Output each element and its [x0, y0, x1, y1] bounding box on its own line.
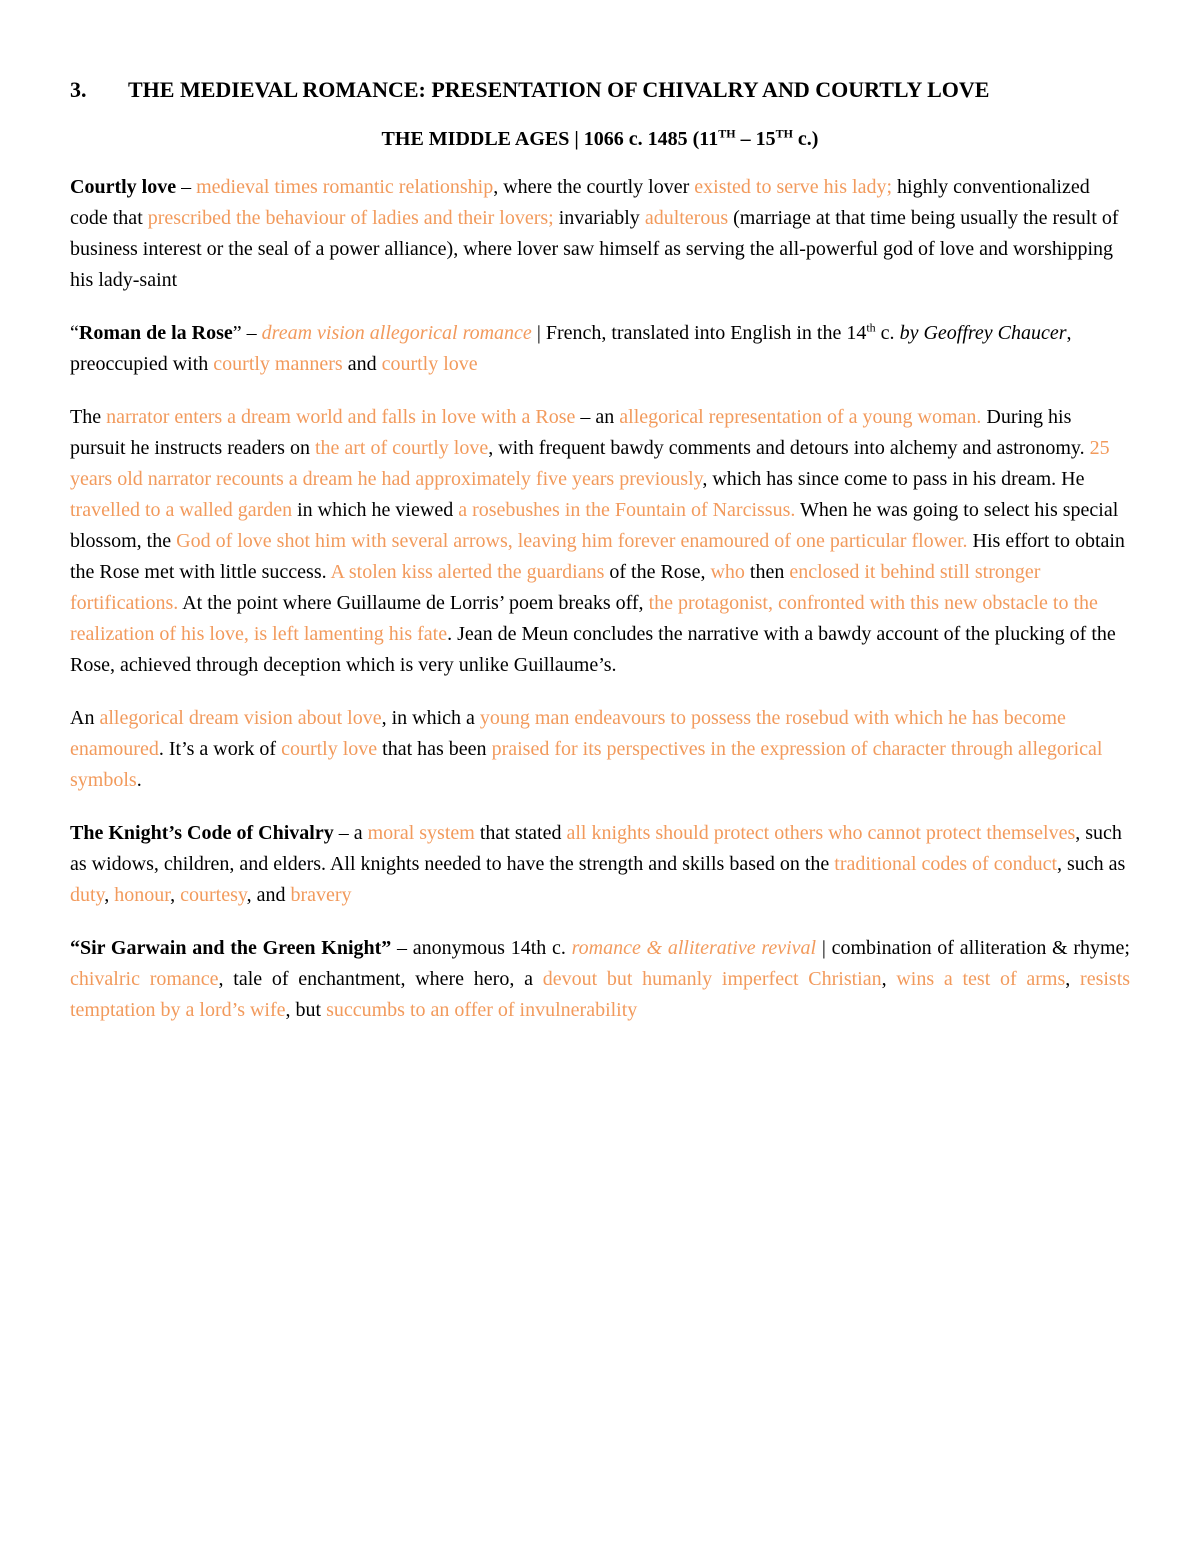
- document-page: [70, 72, 1130, 1026]
- text: ,: [1065, 968, 1081, 990]
- text: –: [176, 176, 197, 198]
- text: , but: [285, 999, 327, 1021]
- paragraph-summary: [70, 703, 1130, 796]
- highlight: honour: [114, 884, 171, 906]
- highlight: all knights should protect others who cannot protect themselves: [566, 822, 1076, 844]
- text: An: [70, 707, 100, 729]
- highlight: the art of courtly love: [314, 437, 489, 459]
- text: . It’s a work of: [158, 738, 282, 760]
- term-sir-gawain: “Sir Garwain and the Green Knight”: [70, 937, 392, 959]
- paragraph-sir-gawain: [70, 933, 1130, 1026]
- text: , preoccupied with: [70, 322, 1072, 375]
- highlight: resists temptation by a lord’s wife: [70, 968, 1131, 1021]
- highlight: a rosebushes in the Fountain of Narcissus.: [458, 499, 796, 521]
- section-number: 3.: [70, 77, 87, 102]
- paragraph-chivalry: [70, 818, 1130, 911]
- period-sup-end: TH: [775, 126, 793, 141]
- highlight: romance & alliterative revival: [571, 937, 817, 959]
- highlight: devout but humanly imperfect Christian: [542, 968, 882, 990]
- text: – a: [333, 822, 368, 844]
- period-text-mid: – 15: [735, 128, 776, 150]
- text: – anonymous 14th c.: [391, 937, 572, 959]
- text: His effort to obtain the Rose met with little success.: [70, 530, 1125, 583]
- text: invariably: [553, 207, 645, 229]
- highlight: courtly love: [281, 738, 378, 760]
- period-text-start: THE MIDDLE AGES | 1066 c. 1485 (11: [381, 128, 719, 150]
- text: At the point where Guillaume de Lorris’ poem breaks off,: [178, 592, 649, 614]
- highlight: traditional codes of conduct: [834, 853, 1058, 875]
- ordinal-suffix: th: [866, 320, 876, 335]
- text: , such as widows, children, and elders. All knights needed to have the strength and skills based on the: [70, 822, 1122, 875]
- term-courtly-love: Courtly love: [70, 176, 177, 198]
- text: ,: [881, 968, 897, 990]
- highlight: the protagonist, confronted with this new obstacle to the realization of his love, is left lamenting his fate: [70, 592, 1098, 645]
- highlight: moral system: [367, 822, 475, 844]
- quote-open: “: [70, 322, 79, 344]
- highlight: who: [710, 561, 745, 583]
- text: that stated: [474, 822, 567, 844]
- period-subheading: [70, 126, 1130, 152]
- text: in which he viewed: [292, 499, 459, 521]
- text: , in which a: [381, 707, 480, 729]
- highlight: enclosed it behind still stronger fortifications.: [70, 561, 1041, 614]
- highlight: narrator enters a dream world and falls in love with a Rose: [106, 406, 576, 428]
- text: , which has since come to pass in his dream. He: [702, 468, 1085, 490]
- text: | French, translated into English in the 14: [531, 322, 867, 344]
- highlight: allegorical dream vision about love: [99, 707, 382, 729]
- text: , such as: [1057, 853, 1126, 875]
- highlight: wins a test of arms: [896, 968, 1066, 990]
- paragraph-roman-de-la-rose: [70, 318, 1130, 380]
- text: , tale of enchantment, where hero, a: [218, 968, 543, 990]
- highlight: 25 years old narrator recounts a dream he had approximately five years previously: [70, 437, 1110, 490]
- highlight: courtly manners: [213, 353, 343, 375]
- author-credit: by Geoffrey Chaucer: [899, 322, 1067, 344]
- highlight: God of love shot him with several arrows, leaving him forever enamoured of one particular flower.: [176, 530, 968, 552]
- highlight: chivalric romance: [70, 968, 219, 990]
- highlight: existed to serve his lady;: [694, 176, 893, 198]
- highlight: young man endeavours to possess the rosebud with which he has become enamoured: [70, 707, 1066, 760]
- text: .: [136, 769, 142, 791]
- highlight: adulterous: [644, 207, 729, 229]
- highlight: travelled to a walled garden: [70, 499, 293, 521]
- section-title: THE MEDIEVAL ROMANCE: PRESENTATION OF CHIVALRY AND COURTLY LOVE: [128, 77, 990, 102]
- text: During his pursuit he instructs readers on: [70, 406, 1072, 459]
- quote-close: ” –: [232, 322, 262, 344]
- highlight: courtly love: [381, 353, 478, 375]
- text: ,: [170, 884, 181, 906]
- highlight: praised for its perspectives in the expression of character through allegorical symbols: [70, 738, 1103, 791]
- text: that has been: [377, 738, 492, 760]
- text: , with frequent bawdy comments and detours into alchemy and astronomy.: [488, 437, 1090, 459]
- text: of the Rose,: [604, 561, 711, 583]
- highlight: allegorical representation of a young woman.: [619, 406, 982, 428]
- text: ,: [104, 884, 115, 906]
- period-sup-start: TH: [718, 126, 736, 141]
- term-roman-de-la-rose: Roman de la Rose: [78, 322, 233, 344]
- text: then: [744, 561, 790, 583]
- text: , and: [246, 884, 291, 906]
- period-text-end: c.): [792, 128, 819, 150]
- text: . Jean de Meun concludes the narrative with a bawdy account of the plucking of the Rose, achieved through deception which is very unlike Guillaume’s.: [70, 623, 1116, 676]
- highlight: prescribed the behaviour of ladies and their lovers;: [147, 207, 554, 229]
- text: | combination of alliteration & rhyme;: [816, 937, 1130, 959]
- highlight: courtesy: [180, 884, 247, 906]
- section-heading: [70, 72, 1130, 108]
- text: (marriage at that time being usually the result of business interest or the seal of a power alliance), where lover saw himself as serving the all-powerful god of love and worshipping his lady-saint: [70, 207, 1119, 291]
- text: The: [70, 406, 107, 428]
- paragraph-courtly-love: [70, 172, 1130, 296]
- text: highly conventionalized code that: [70, 176, 1090, 229]
- text: and: [342, 353, 382, 375]
- text: When he was going to select his special blossom, the: [70, 499, 1119, 552]
- term-chivalry: The Knight’s Code of Chivalry: [70, 822, 334, 844]
- paragraph-narrative: [70, 402, 1130, 681]
- text: c.: [875, 322, 900, 344]
- highlight: dream vision allegorical romance: [261, 322, 532, 344]
- text: – an: [575, 406, 620, 428]
- highlight: bravery: [290, 884, 352, 906]
- text: , where the courtly lover: [493, 176, 695, 198]
- highlight: A stolen kiss alerted the guardians: [330, 561, 605, 583]
- highlight: duty: [70, 884, 105, 906]
- highlight: succumbs to an offer of invulnerability: [326, 999, 638, 1021]
- highlight: medieval times romantic relationship: [196, 176, 494, 198]
